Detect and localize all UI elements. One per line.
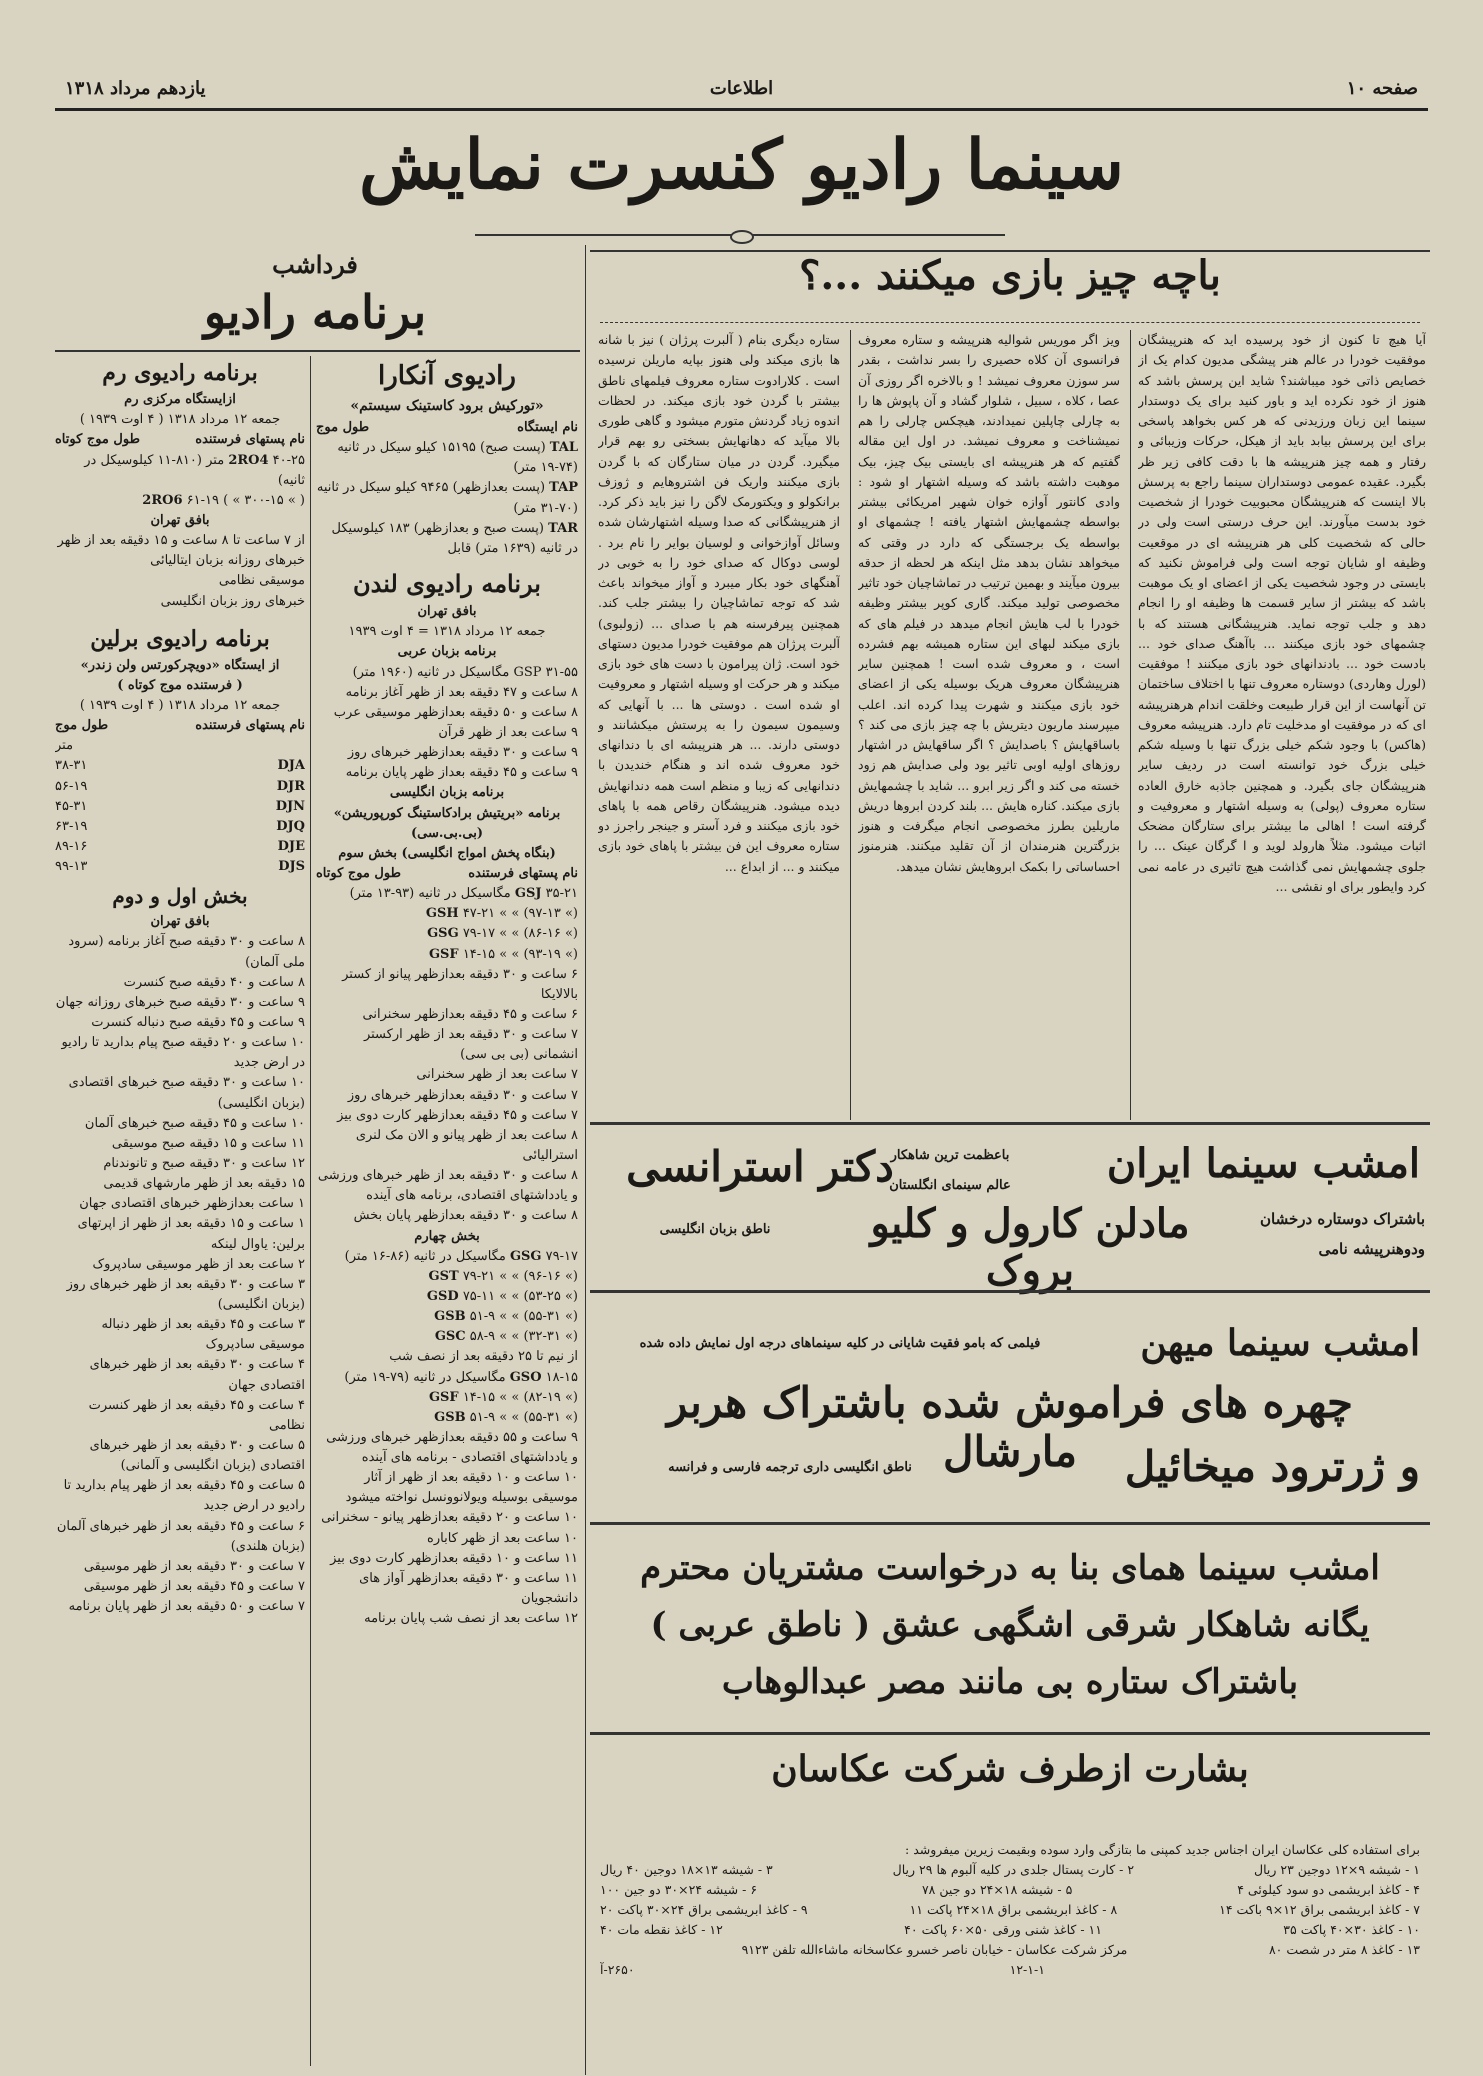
- ads-top-rule: [590, 1122, 1430, 1125]
- rome-subtitle: ازایستگاه مرکزی رم: [124, 392, 236, 408]
- ankara-col-wave: طول موج: [316, 419, 370, 435]
- ad-iran-line2: مادلن کارول و کلیو بروک: [870, 1200, 1190, 1294]
- radio-col-rule: [310, 356, 311, 2066]
- section-divider: [585, 245, 586, 2075]
- berlin-tehran: بافق تهران: [150, 914, 210, 930]
- london-station: GSC ۵۸-۹ « « (۳۲-۳۱ «): [434, 1329, 578, 1345]
- ankara-station: TAR (پست صبح و بعدازظهر) ۱۸۳ کیلوسیکل در ثانیه (۱۶۳۹ متر) قابل: [331, 520, 578, 556]
- rome-header-row: نام پستهای فرستنده طول موج کوتاه: [55, 432, 305, 448]
- berlin-station: DJS ۹۹-۱۳: [55, 859, 305, 875]
- article-title-rule: [600, 322, 1420, 323]
- london-english-note: (بنگاه پخش امواج انگلیسی) بخش سوم: [338, 845, 556, 861]
- london-station: GSD ۷۵-۱۱ « « (۵۳-۲۵ «): [426, 1288, 578, 1304]
- ad-iran-star: دکتر استرانسی: [626, 1142, 894, 1191]
- list-item: ۷ ساعت و ۴۵ دقیقه بعد از ظهر موسیقی: [83, 1578, 305, 1594]
- newspaper-name: اطلاعات: [709, 78, 774, 99]
- page-number: صفحه ۱۰: [1346, 78, 1418, 99]
- ad-divider-1: [590, 1290, 1430, 1293]
- list-item: ۱ ساعت بعدازظهر خبرهای اقتصادی جهان: [79, 1196, 305, 1212]
- list-item: ۴ ساعت و ۴۵ دقیقه بعد از ظهر کنسرت نظامی: [88, 1397, 305, 1433]
- article-column-1: آیا هیچ تا کنون از خود پرسیده اید که هنرپیشگان موفقیت خودرا در عالم هنر پیشگی مدیون کدام یک از خصایص ذاتی خود میباشند؟ شاید این پرسش باشد که هنوز از خود نکرده اید و باور کنید برای یک دوستدار سینما این زبان ورزیدنی که هر کس بخواهد پاسخی برای این پرسش بیابد باید از هیکل، حرکات وزیبائی و رفتار و همه چیز هنرپیشه ها با دقت کافی زیر ظر بگیرد. عقیده عمومی دوستداران سینما راجع به پرسش بالا اینست که هنرپیشگان محبوبیت خودرا از شخصیت خود بدست میآورند. این حرف درستی است ولی در حالی که شخصیت کلی هر هنرپیشه ای در موقعیت وظیفه او شایان توجه است ولی فراموش نکنید که بایستی در وجود شخصیت یکی از اعضای او یک موهبت باشد که بیشتر از سایر قسمت ها وظیفه او را انجام دهد و جلب توجه نماید. هنرپیشگانی هستند که با چشمهای خود بازی میکنند ... باآهنگ صدای خود ... بادست خود ... بادندانهای خود بازی میکنند ! موفقیت (لورل وهاردی) دوستاره معروف تنها با اختلاف ساختمان تن آنهاست از این قرار طبیعت وخلقت اندام هرهنرپیشه ای که در موفقیت او مدخلیت تام دارد. هنرپیشه معروف (هاکس) با وجود شکم خیلی بزرگ تنها با وسیله شکم خیلی بزرگ خود توانسته است در ردیف سایر هنرپیشگان جای بگیرد. و همچنین جاذبه خارق العاده ستاره معروف (پولی) به وسیله اشتهار و معروفیت و گرفته است ! اهالی ما بیشتر برای ستارگان مضحک اثبات میشود. مثلاً هارولد لوید و ا گرگان عینک ... را جلوی چشمهایش نمی گذاشت هیچ تاثیری در عامه نمی کرد وایطور برای او نقشی ...: [1138, 332, 1426, 894]
- price-row: ۱ - شیشه ۹×۱۲ دوجین ۲۳ ریال ۲ - کارت پستال جلدی در کلیه آلبوم ها ۲۹ ریال ۳ - شیشه ۱۳×۱۸ دوجین ۴۰ ریال: [600, 1862, 1420, 1877]
- ad-homa-line1: امشب سینما همای بنا به درخواست مشتریان محترم: [640, 1548, 1380, 1588]
- berlin-header-row: نام پستهای فرستنده طول موج: [55, 718, 305, 734]
- price-row: ۱۳ - کاغذ ۸ متر در شصت ۸۰ مرکز شرکت عکاسان - خیابان ناصر خسرو عکاسخانه ماشاءالله تلفن ۹۱۲۳: [741, 1942, 1420, 1957]
- london-station: GSJ ۳۵-۲۱ مگاسیکل در ثانیه (۹۳-۱۳ متر): [349, 886, 578, 902]
- article-column-2: ویز اگر موریس شوالیه هنرپیشه و ستاره معروف فرانسوی آن کلاه حصیری را بسر نداشت ، بقدر سر سوزن معروف نمیشد ! و بالاخره اگر روزی آن عصا ، کلاه ، سبیل ، شلوار گشاد و آن پاپوش ها را به چارلی چاپلین نمیدادند، هیچکس چارلی را هم نمیشناخت و معروف نمیشد. در اول این مقاله گفتیم که هر هنرپیشه ای بایستی بیک چیز، بیک موهبت داشته باشد که وسیله اشتهار او شود : وادی کانتور آوازه خوان شهیر امریکائی بیشتر بواسطه چشمهایش اشتهار یافته ! چشمهای او بواسطه یک برجستگی که دارد در وقتی که میخواهد نشان بدهد مثل اینکه هر لحظه از حدقه بیرون میآیند و بهمین ترتیب در تماشاچیان خود تاثیر مخصوصی تولید میکند. گاری کوپر بیشتر وظیفه خودرا با لب هایش انجام میدهد در فیلم های که بازی میکند لبهای این ستاره همیشه بهم فشرده است ، و معروف شده است ! همچنین سایر هنرپیشگان معروف هریک بوسیله یکی از اعضای خود بازی میکنند و شهرت پیدا کرده اند. اعلب میپرسند ماریون دیتریش با چه چیز بازی می کند ؟ باساقهایش ؟ باصدایش ؟ اگر ساقهایش در اشتهار روزهای اولیه اوبی تاثیر بود ولی صدایش هم زود خسته می کند و اگر زیر ابرو ... شاید با چشمهایش بازی میکند. کناره هایش ... بلند کردن ابروها دریش ماریلین بطرز مخصوصی انجام میگرفت و هنوز بزرگترین هنرمندان از آن تقلید میکنند. هنرمنوز احساساتی را بکمک ابروهایش نشان میدهد.: [858, 332, 1120, 874]
- ad-iran-tag1: باعظمت ترین شاهکار: [890, 1148, 1010, 1163]
- berlin-title: برنامه رادیوی برلین: [90, 625, 270, 652]
- rome-tehran: بافق تهران: [150, 512, 210, 528]
- ad-mihan-line3: و ژرترود میخائیل: [1124, 1442, 1420, 1491]
- list-item: ۵ ساعت و ۳۰ دقیقه بعد از ظهر خبرهای اقتصادی (بزبان انگلیسی و آلمانی): [89, 1437, 305, 1474]
- list-item: ۶ ساعت و ۳۰ دقیقه بعدازظهر پیانو از کستر بالالایکا: [342, 966, 578, 1002]
- london-station: GSG ۷۹-۱۷ مگاسیکل در ثانیه (۸۶-۱۶ متر): [344, 1248, 578, 1264]
- list-item: ۴ ساعت و ۳۰ دقیقه بعد از ظهر خبرهای اقتصادی جهان: [89, 1357, 305, 1393]
- list-item: ۱۵ دقیقه بعد از ظهر مارشهای قدیمی: [103, 1176, 305, 1192]
- list-item: ۱۰ ساعت بعد از ظهر کاباره: [427, 1530, 578, 1546]
- list-item: از ۷ ساعت تا ۸ ساعت و ۱۵ دقیقه بعد از ظهر: [57, 533, 305, 549]
- london-subtitle: بافق تهران: [417, 604, 477, 620]
- list-item: ۱ ساعت و ۱۵ دقیقه بعد از ظهر از اپرتهای برلین: یاوال لینکه: [77, 1216, 305, 1252]
- ankara-col-station: نام ایستگاه: [517, 419, 578, 435]
- ad-mihan-line2: چهره های فراموش شده باشتراک هربر مارشال: [666, 1378, 1354, 1476]
- berlin-station: DJR ۵۶-۱۹: [55, 778, 305, 794]
- london-english-sub: برنامه «بریتیش برادکاستینگ کورپوریشن» (بی.بی.سی): [333, 805, 561, 841]
- ad-iran-tag3: ناطق بزبان انگلیسی: [659, 1222, 771, 1237]
- london-english-heading: برنامه بزبان انگلیسی: [389, 785, 505, 801]
- article-col-rule-1: [1130, 330, 1131, 1120]
- issue-date: یازدهم مرداد ۱۳۱۸: [65, 78, 206, 99]
- list-item: ۱۲ ساعت بعد از نصف شب پایان برنامه: [364, 1611, 578, 1627]
- list-item: ۸ ساعت و ۳۰ دقیقه صبح آغاز برنامه (سرود ملی آلمان): [68, 934, 305, 970]
- article-column-3: ستاره دیگری بنام ( آلبرت پرژان ) نیز با شانه ها بازی میکند ولی هنوز بپایه ماریلن نرسیده است . کلارادوت ستاره معروف فیلمهای ناطق بیشتر با گردن خود بازی میکند. در لحظات اندوه زیاد گردنش متورم میشود و گاهی طوری بالا میآید که دهانهایش بسختی رو بهم قرار میگیرد. گردن در میان ستارگان که با گردن بازی میکنند واریک فن اشتروهایم و ژوزف برانکولو و ویکتورمک لاگن را نیز باید ذکر کرد. از هنرپیشگانی که صدا وسیله اشتهارشان شده وسائل آوازخوانی و لوسیان بوایر را نام برد . لوسی دوکال که صدای خود را به خوبی در آهنگهای خود بکار میبرد و آواز میخواند باعث شد که توجه تماشاچیان را بیشتر جلب کند. همچنین پیرفرسنه هم با صدای ... (زولبوی) آلبرت پرژان هم موفقیت خودرا مدیون دستهای خود است. ژان پیرامون با دست های خود بازی میکند و هر حرکت او وسیله اشتهار و معروفیت او شده است . دوستی ها ... با آنهایی که وسیمون سیمون را به پرستش میکشانند و دوستی دارند. ... هر هنرپیشه ای با دندانهای خود معروف شده اند و هنگام خندیدن با دندانهایی که زیبا و منظم است همه دندانهایش دیده میشود. هنرپیشگان رقاص همه با پاهای خود بازی میکنند و فرد آستر و جینجر راجرز دو ستاره معروف این فن بیشتر با پاهای خود بازی میکنند و ... از ابداع ...: [598, 332, 840, 874]
- list-item: ۱۰ ساعت و ۲۰ دقیقه صبح پیام بدارید تا رادیو در ارض جدید: [61, 1035, 305, 1071]
- list-item: ۱۰ ساعت و ۳۰ دقیقه صبح خبرهای اقتصادی (بزبان انگلیسی): [68, 1075, 305, 1111]
- banner-ornament: [475, 234, 1005, 236]
- list-item: ۱۱ ساعت و ۳۰ دقیقه بعدازظهر آواز های دانشجویان: [359, 1570, 578, 1607]
- ad-akkasan-body: [600, 1840, 1420, 2050]
- radio-title: برنامه رادیو: [203, 285, 427, 339]
- list-item: ۱۲ ساعت و ۳۰ دقیقه صبح و تانوندنام: [103, 1155, 305, 1171]
- list-item: ۲ ساعت بعد از ظهر موسیقی سادپروک: [92, 1256, 305, 1272]
- list-item: ۹ ساعت و ۳۰ دقیقه بعدازظهر خبرهای روز: [347, 745, 578, 761]
- article-col-rule-2: [850, 330, 851, 1120]
- ad-akkasan-title: بشارت ازطرف شرکت عکاسان: [771, 1748, 1249, 1790]
- list-item: ۶ ساعت و ۴۵ دقیقه بعد از ظهر خبرهای آلمان (بزبان هلندی): [56, 1518, 305, 1554]
- list-item: ۷ ساعت و ۳۰ دقیقه بعدازظهر خبرهای روز: [347, 1087, 578, 1103]
- list-item: ۶ ساعت و ۴۵ دقیقه بعدازظهر سخنرانی: [362, 1006, 578, 1022]
- radio-title-rule: [55, 350, 580, 352]
- radio-column-left: [55, 356, 305, 2076]
- list-item: ۱۰ ساعت و ۲۰ دقیقه بعدازظهر پیانو - سخنرانی: [321, 1510, 578, 1526]
- price-row: ۷ - کاغذ ابریشمی براق ۱۲×۹ باکت ۱۴ ۸ - کاغذ ابریشمی براق ۱۸×۲۴ پاکت ۱۱ ۹ - کاغذ ابریشمی براق ۲۴×۳۰ پاکت ۲۰: [600, 1902, 1420, 1917]
- list-item: ۱۰ ساعت و ۱۰ دقیقه بعد از ظهر از آثار موسیقی بوسیله ویولانوونسل نواخته میشود: [345, 1470, 578, 1506]
- list-item: ۹ ساعت و ۵۵ دقیقه بعدازظهر خبرهای ورزشی و یادداشتهای اقتصادی - برنامه های آینده: [326, 1429, 578, 1466]
- ad-homa-line2: یگانه شاهکار شرقی اشگهی عشق ( ناطق عربی ): [650, 1605, 1370, 1645]
- berlin-subtitle: از ایستگاه «دویچرکورتس ولن زندر»: [80, 657, 280, 673]
- ankara-title: رادیوی آنکارا: [378, 361, 516, 391]
- list-item: ۹ ساعت و ۳۰ دقیقه صبح خبرهای روزانه جهان: [55, 994, 305, 1010]
- rome-station: 2RO6 ۶۱-۱۹ ( « ۳۰۰-۱۵ « ): [142, 492, 305, 508]
- list-item: ۷ ساعت و ۵۰ دقیقه بعد از ظهر پایان برنامه: [68, 1599, 305, 1615]
- london-station: GST ۷۹-۲۱ « « (۹۶-۱۶ «): [428, 1268, 578, 1284]
- london-station: GSG ۷۹-۱۷ « « (۸۶-۱۶ «): [427, 926, 578, 942]
- list-item: ۷ ساعت و ۴۵ دقیقه بعدازظهر کارت دوی بیز: [337, 1107, 578, 1123]
- ankara-station: TAP (پست بعدازظهر) ۹۴۶۵ کیلو سیکل در ثانیه (۷۰-۳۱ متر): [316, 480, 578, 516]
- list-item: ۹ ساعت بعد از ظهر قرآن: [438, 725, 578, 740]
- ad-akkasan-intro: برای استفاده کلی عکاسان ایران اجناس جدید کمپنی ما بتازگی وارد سوده وبقیمت زیرین میفروشد :: [905, 1842, 1420, 1857]
- rome-title: برنامه رادیوی رم: [102, 360, 258, 386]
- list-item: ۵ ساعت و ۴۵ دقیقه بعد از ظهر پیام بدارید تا رادیو در ارض جدید: [63, 1478, 305, 1514]
- list-item: ۸ ساعت و ۴۷ دقیقه بعد از ظهر آغاز برنامه: [345, 684, 578, 700]
- page-header: [55, 72, 1428, 111]
- price-row: ۱۰ - کاغذ ۳۰×۴۰ پاکت ۳۵ ۱۱ - کاغذ شنی ورقی ۵۰×۶۰ پاکت ۴۰ ۱۲ - کاغذ نقطه مات ۴۰: [600, 1922, 1420, 1937]
- ad-mihan-tag1: فیلمی که بامو فقیت شایانی در کلیه سینماهای درجه اول نمایش داده شده: [639, 1336, 1041, 1351]
- london-part4: بخش چهارم: [414, 1228, 480, 1244]
- list-item: ۸ ساعت و ۴۰ دقیقه صبح کنسرت: [123, 974, 305, 990]
- ad-divider-2: [590, 1522, 1430, 1525]
- list-item: ۱۰ ساعت و ۴۵ دقیقه صبح خبرهای آلمان: [84, 1115, 305, 1131]
- berlin-station: DJE ۸۹-۱۶: [55, 839, 305, 854]
- ad-codes: ۱۲-۱-۱ ۲۶۵۰-آ: [600, 1962, 1045, 1977]
- list-item: ۸ ساعت و ۳۰ دقیقه بعدازظهر پایان بخش: [353, 1208, 578, 1224]
- rome-date: جمعه ۱۲ مرداد ۱۳۱۸ ( ۴ اوت ۱۹۳۹ ): [79, 412, 281, 428]
- list-item: ۸ ساعت و ۳۰ دقیقه بعد از ظهر خبرهای ورزشی و یادداشتهای اقتصادی، برنامه های آینده: [317, 1168, 578, 1204]
- london-title: برنامه رادیوی لندن: [353, 568, 541, 598]
- ankara-header-row: [316, 418, 578, 438]
- ad-mihan-tag2: ناطق انگلیسی داری ترجمه فارسی و فرانسه: [668, 1460, 912, 1475]
- london-station: GSB ۵۱-۹ « « (۵۵-۳۱ «): [434, 1309, 578, 1325]
- ad-mihan-line1: امشب سینما میهن: [1140, 1322, 1420, 1364]
- list-item: استرالیائی: [522, 1147, 578, 1163]
- london-arabic-heading: برنامه بزبان عربی: [397, 644, 497, 660]
- list-item: ۹ ساعت و ۴۵ دقیقه صبح دنباله کنسرت: [91, 1014, 305, 1030]
- list-item: ۸ ساعت و ۵۰ دقیقه بعدازظهر موسیقی عرب: [333, 704, 578, 720]
- list-item: خبرهای روزانه بزبان ایتالیائی: [150, 553, 305, 569]
- list-item: ۳ ساعت و ۴۵ دقیقه بعد از ظهر دنباله موسیقی سادپروک: [101, 1317, 305, 1353]
- london-station: GSF ۱۴-۱۵ « « (۹۳-۱۹ «): [428, 946, 578, 962]
- london-station: GSH ۴۷-۲۱ « « (۹۷-۱۳ «): [425, 906, 578, 922]
- list-item: ۷ ساعت و ۳۰ دقیقه بعد از ظهر موسیقی: [83, 1558, 305, 1574]
- berlin-sub2: ( فرستنده موج کوتاه ): [117, 677, 243, 693]
- berlin-unit-row: متر: [55, 738, 74, 754]
- list-item: ۹ ساعت و ۴۵ دقیقه بعداز ظهر پایان برنامه: [345, 765, 578, 781]
- list-item: ۱۱ ساعت و ۱۵ دقیقه صبح موسیقی: [111, 1135, 305, 1151]
- berlin-date: جمعه ۱۲ مرداد ۱۳۱۸ ( ۴ اوت ۱۹۳۹ ): [79, 698, 281, 714]
- london-station: GSO ۱۸-۱۵ مگاسیکل در ثانیه (۷۹-۱۹ متر): [344, 1369, 578, 1385]
- article-title: باچه چیز بازی میکنند ...؟: [799, 252, 1221, 299]
- london-header-row: نام پستهای فرستنده طول موج کوتاه: [316, 865, 578, 881]
- berlin-station: DJQ ۶۳-۱۹: [55, 818, 305, 834]
- rome-station: 2RO4 ۴۰-۲۵ متر (۸۱۰-۱۱ کیلوسیکل در ثانیه): [84, 452, 305, 488]
- ankara-subtitle: «تورکیش برود کاستینک سیستم»: [350, 398, 544, 415]
- london-arabic-station: GSP ۳۱-۵۵ مگاسیکل در ثانیه (۱۹۶۰ متر): [352, 664, 578, 680]
- radio-kicker: فرداشب: [272, 250, 358, 279]
- ad-iran-tag2: عالم سینمای انگلستان: [889, 1178, 1011, 1193]
- list-item: موسیقی نظامی: [218, 573, 305, 589]
- section-banner: سینما رادیو کنسرت نمایش: [359, 125, 1124, 205]
- radio-column-middle: [316, 356, 578, 2076]
- list-item: خبرهای روز بزبان انگلیسی: [160, 593, 305, 609]
- ad-iran-side2: ودوهنرپیشه نامی: [1318, 1240, 1425, 1258]
- london-station: GSF ۱۴-۱۵ « « (۸۲-۱۹ «): [428, 1389, 578, 1405]
- berlin-station: DJA ۳۸-۳۱: [55, 758, 305, 774]
- list-item: ۷ ساعت و ۳۰ دقیقه بعد از ظهر ارکستر انشمانی (بی بی سی): [363, 1027, 578, 1063]
- price-row: ۴ - کاغذ ابریشمی دو سود کیلوئی ۴ ۵ - شیشه ۱۸×۲۴ دو جین ۷۸ ۶ - شیشه ۲۴×۳۰ دو جین ۱۰۰: [600, 1882, 1420, 1897]
- ad-homa-line3: باشتراک ستاره بی مانند مصر عبدالوهاب: [721, 1662, 1299, 1702]
- list-item: ۳ ساعت و ۳۰ دقیقه بعد از ظهر خبرهای روز (بزبان انگلیسی): [66, 1276, 305, 1312]
- london-date: جمعه ۱۲ مرداد ۱۳۱۸ = ۴ اوت ۱۹۳۹: [348, 624, 546, 640]
- list-item: ۸ ساعت بعد از ظهر پیانو و الان مک لنری: [355, 1127, 578, 1143]
- list-item: ۷ ساعت بعد از ظهر سخنرانی: [416, 1067, 578, 1083]
- ankara-station: TAL (پست صبح) ۱۵۱۹۵ کیلو سیکل در ثانیه (۷۴-۱۹ متر): [337, 440, 578, 476]
- berlin-station: DJN ۴۵-۳۱: [55, 798, 305, 814]
- london-station: GSB ۵۱-۹ « « (۵۵-۳۱ «): [434, 1409, 578, 1425]
- london-note4: از نیم تا ۲۵ دقیقه بعد از نصف شب: [389, 1349, 578, 1365]
- ad-iran-line1: امشب سینما ایران: [1106, 1140, 1420, 1187]
- ad-divider-3: [590, 1732, 1430, 1735]
- berlin-parts: بخش اول و دوم: [112, 884, 248, 909]
- ad-iran-side1: باشتراک دوستاره درخشان: [1259, 1210, 1425, 1228]
- list-item: ۱۱ ساعت و ۱۰ دقیقه بعدازظهر کارت دوی بیز: [330, 1550, 578, 1566]
